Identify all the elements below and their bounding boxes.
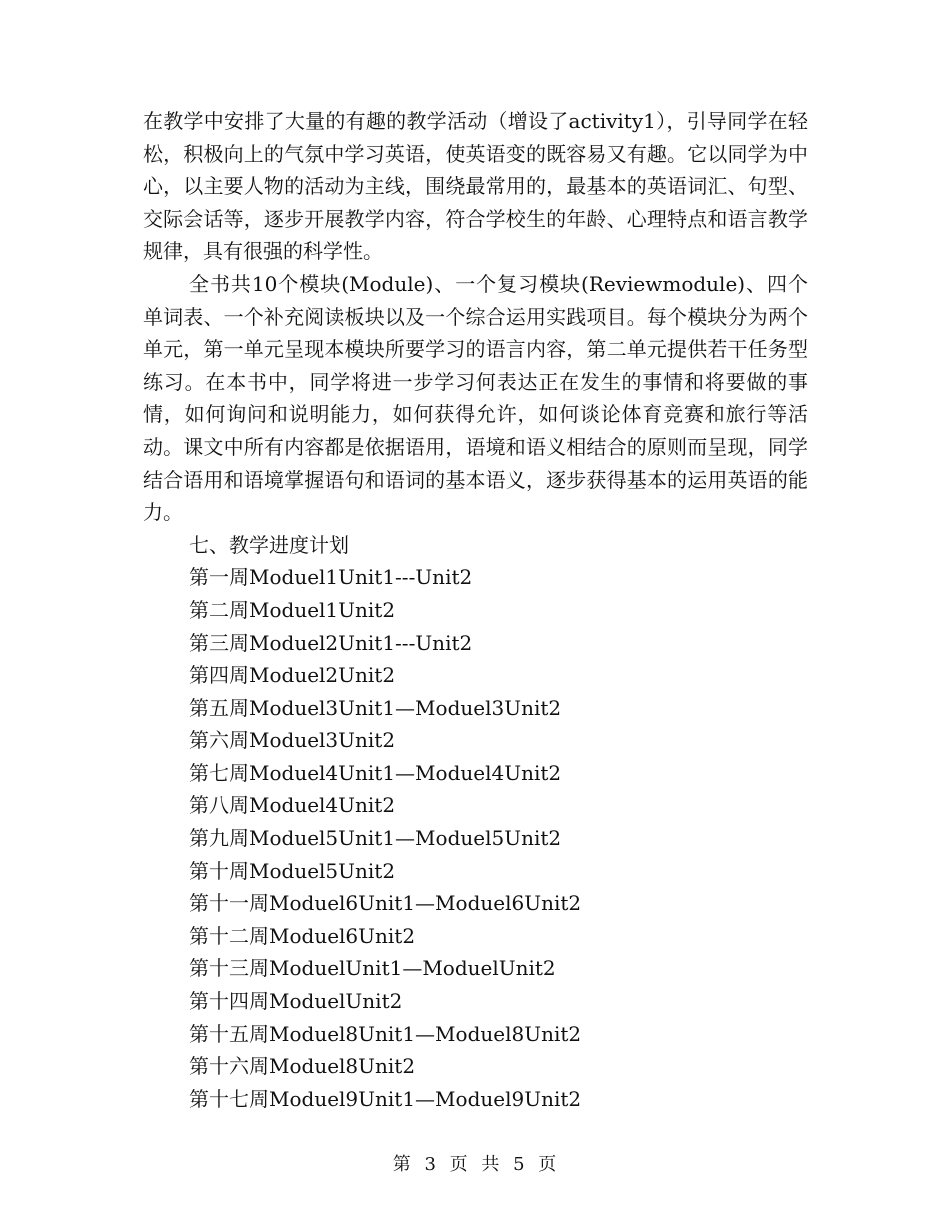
schedule-item: 第六周Moduel3Unit2 — [189, 728, 396, 753]
schedule-item: 第十五周Moduel8Unit1—Moduel8Unit2 — [189, 1021, 582, 1046]
section-heading: 七、教学进度计划 — [189, 532, 349, 557]
schedule-item: 第一周Moduel1Unit1---Unit2 — [189, 565, 473, 590]
body-paragraph-2: 全书共10个模块(Module)、一个复习模块(Reviewmodule)、四个单词表、一个补充阅读板块以及一个综合运用实践项目。每个模块分为两个单元，第一单元呈现本模块所要学习的语言内容，第二单元提供若干任务型练习。在本书中，同学将进一步学习何表达正在发生的事情和将要做的事情，如何询问和说明能力，如何获得允许，如何谈论体育竞赛和旅行等活动。课文中所有内容都是依据语用，语境和语义相结合的原则而呈现，同学结合语用和语境掌握语句和语词的基本语义，逐步获得基本的运用英语的能力。 — [143, 271, 808, 525]
document-page — [143, 105, 808, 1115]
schedule-item: 第十三周ModuelUnit1—ModuelUnit2 — [189, 956, 556, 981]
body-paragraph-1: 在教学中安排了大量的有趣的教学活动（增设了activity1），引导同学在轻松，积极向上的气氛中学习英语，使英语变的既容易又有趣。它以同学为中心，以主要人物的活动为主线，围绕最常用的，最基本的英语词汇、句型、交际会话等，逐步开展教学内容，符合学校生的年龄、心理特点和语言教学规律，具有很强的科学性。 — [143, 109, 808, 264]
schedule-item: 第九周Moduel5Unit1—Moduel5Unit2 — [189, 826, 562, 851]
page-number-footer: 第 3 页 共 5 页 — [392, 1154, 558, 1175]
schedule-item: 第十六周Moduel8Unit2 — [189, 1054, 416, 1079]
schedule-item: 第三周Moduel2Unit1---Unit2 — [189, 630, 473, 655]
schedule-item: 第十一周Moduel6Unit1—Moduel6Unit2 — [189, 891, 582, 916]
schedule-item: 第十二周Moduel6Unit2 — [189, 923, 416, 948]
schedule-item: 第二周Moduel1Unit2 — [189, 597, 396, 622]
schedule-item: 第十周Moduel5Unit2 — [189, 858, 396, 883]
schedule-item: 第七周Moduel4Unit1—Moduel4Unit2 — [189, 760, 562, 785]
schedule-item: 第八周Moduel4Unit2 — [189, 793, 396, 818]
schedule-item: 第五周Moduel3Unit1—Moduel3Unit2 — [189, 695, 562, 720]
schedule-list — [143, 561, 808, 1115]
schedule-item: 第四周Moduel2Unit2 — [189, 663, 396, 688]
schedule-item: 第十四周ModuelUnit2 — [189, 989, 403, 1014]
schedule-item: 第十七周Moduel9Unit1—Moduel9Unit2 — [189, 1086, 582, 1111]
